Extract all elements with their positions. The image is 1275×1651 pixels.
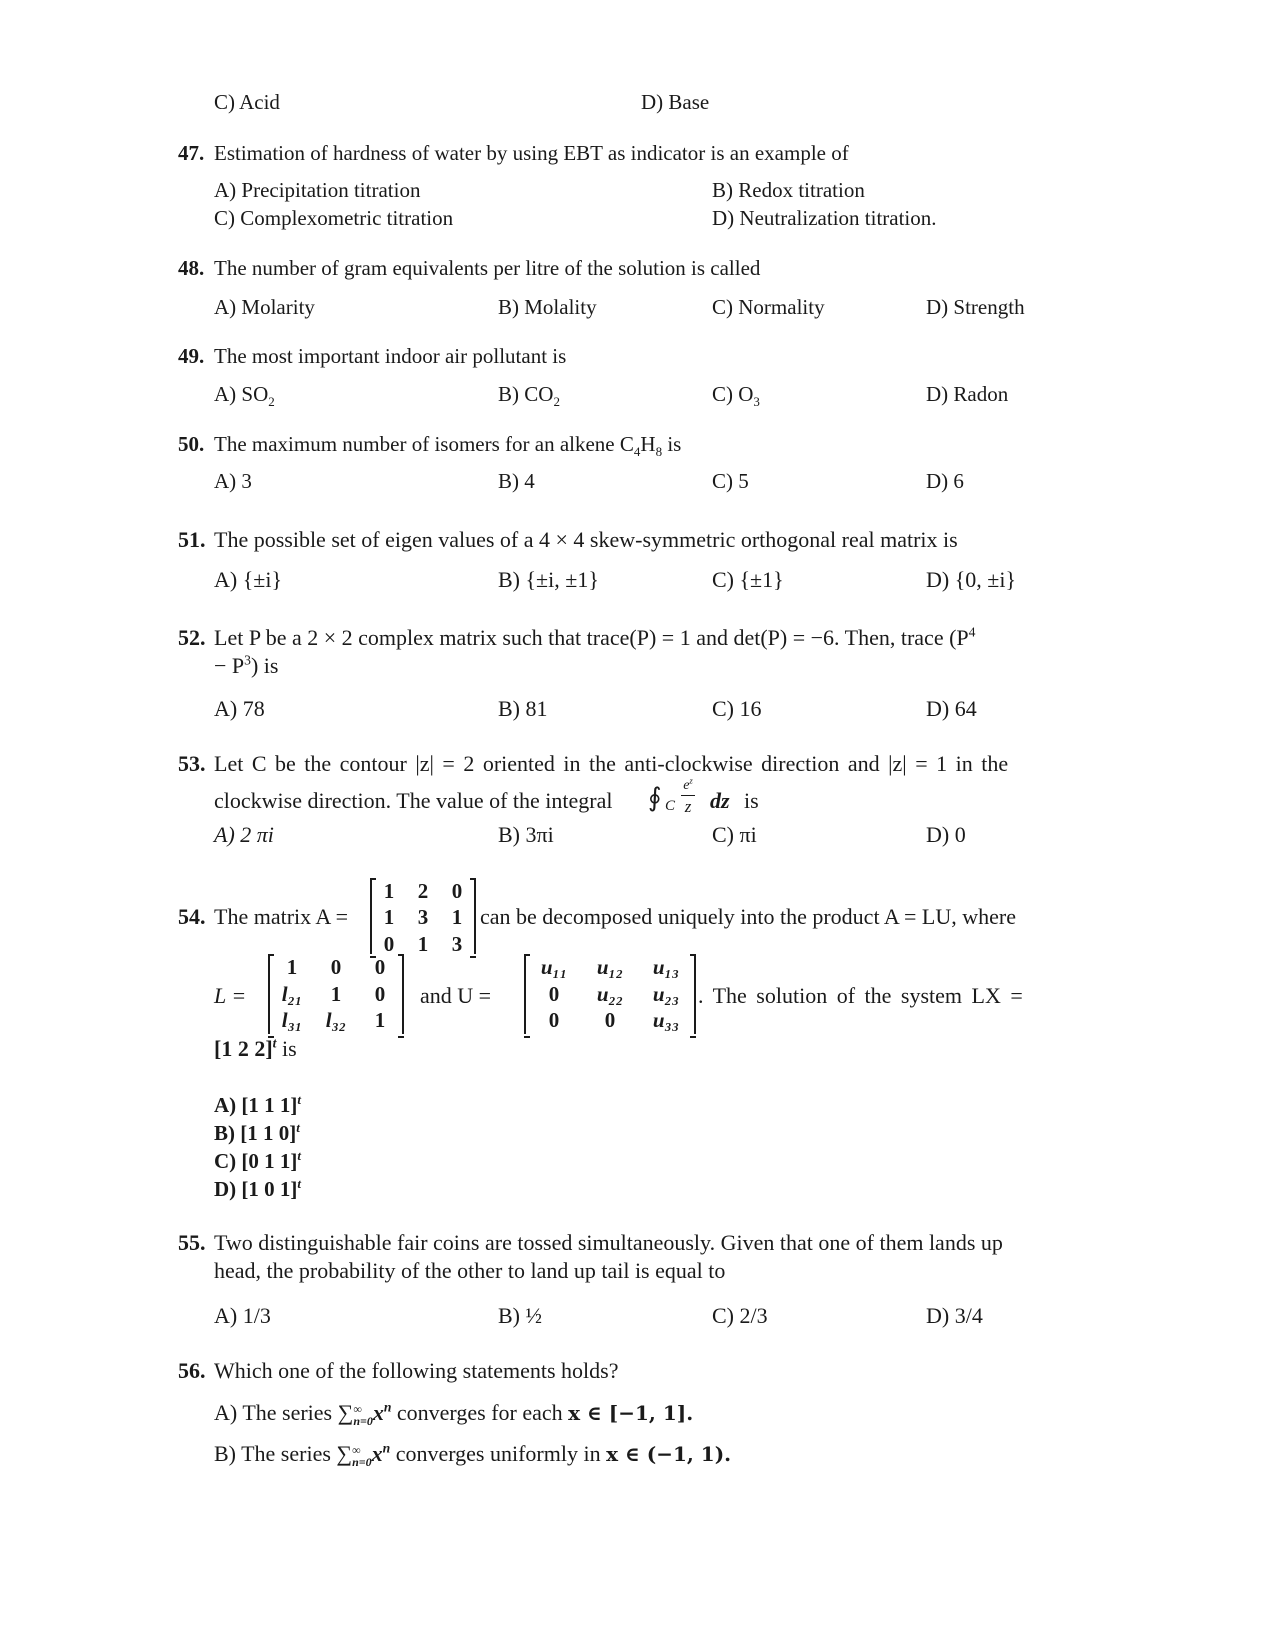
- matrix-l: 1 0 0 l₂₁ 1 0 l₃₁ l₃₂ 1: [268, 954, 404, 1034]
- q51-option-c: C) {±1}: [712, 567, 784, 592]
- q55-number: 55.: [178, 1230, 206, 1255]
- q51-option-b: B) {±i, ±1}: [498, 567, 599, 592]
- q53-line1: Let C be the contour |z| = 2 oriented in the anti-clockwise direction and |z| = 1 in the: [214, 751, 1009, 776]
- q48-option-c: C) Normality: [712, 295, 825, 319]
- q54-option-b: B) [1 1 0]$^t$: [214, 1120, 300, 1145]
- q55-line2: head, the probability of the other to land up tail is equal to: [214, 1258, 726, 1283]
- q54-option-a: A) [1 1 1]$^t$: [214, 1092, 302, 1117]
- q54-number: 54.: [178, 904, 206, 929]
- q52-line1: Let P be a 2 × 2 complex matrix such that trace(P) = 1 and det(P) = −6. Then, trace ($P^4$: [214, 624, 976, 650]
- q54-decomposition-text: can be decomposed uniquely into the product A = LU, where: [480, 904, 1016, 929]
- q54-option-d: D) [1 0 1]$^t$: [214, 1176, 302, 1201]
- q53-option-a: A) 2 πi: [214, 822, 274, 847]
- q53-option-d: D) 0: [926, 822, 966, 847]
- q50-option-b: B) 4: [498, 469, 535, 493]
- q49-option-b: B) $CO_2$: [498, 382, 560, 410]
- q49-text: The most important indoor air pollutant is: [214, 344, 567, 368]
- matrix-u: u₁₁ u₁₂ u₁₃ 0 u₂₂ u₂₃ 0 0 u₃₃: [524, 954, 696, 1034]
- q48-option-b: B) Molality: [498, 295, 597, 319]
- q49-option-c: C) $O_3$: [712, 382, 760, 410]
- q55-line1: Two distinguishable fair coins are tossed simultaneously. Given that one of them lands up: [214, 1230, 1003, 1255]
- q55-option-d: D) 3/4: [926, 1303, 983, 1328]
- q47-option-b: B) Redox titration: [712, 178, 865, 202]
- q48-text: The number of gram equivalents per litre of the solution is called: [214, 256, 761, 280]
- q50-number: 50.: [178, 432, 205, 456]
- q55-option-a: A) 1/3: [214, 1303, 271, 1328]
- q53-option-b: B) 3πi: [498, 822, 554, 847]
- q51-text: The possible set of eigen values of a 4 × 4 skew-symmetric orthogonal real matrix is: [214, 527, 958, 552]
- q47-number: 47.: [178, 141, 205, 165]
- q51-option-d: D) {0, ±i}: [926, 567, 1017, 592]
- q54-system-text: . The solution of the system LX =: [698, 983, 1023, 1008]
- integrand-fraction: $e^z$ z: [681, 779, 695, 815]
- q53-option-c: C) πi: [712, 822, 757, 847]
- q52-option-b: B) 81: [498, 696, 548, 721]
- q54-rhs-vector: [1 2 2]$^t$ is: [214, 1035, 297, 1061]
- q47-text: Estimation of hardness of water by using EBT as indicator is an example of: [214, 141, 849, 165]
- matrix-u-label: and U =: [420, 983, 492, 1008]
- q53-is: is: [744, 788, 759, 813]
- q52-option-d: D) 64: [926, 696, 977, 721]
- q48-option-d: D) Strength: [926, 295, 1025, 319]
- q50-option-a: A) 3: [214, 469, 252, 493]
- q47-option-d: D) Neutralization titration.: [712, 206, 937, 230]
- q50-option-c: C) 5: [712, 469, 749, 493]
- contour-integral-symbol: ∮: [648, 783, 662, 812]
- q49-number: 49.: [178, 344, 205, 368]
- matrix-l-label: L =: [214, 983, 247, 1008]
- q53-number: 53.: [178, 751, 206, 776]
- q54-option-c: C) [0 1 1]$^t$: [214, 1148, 302, 1173]
- q50-option-d: D) 6: [926, 469, 964, 493]
- q52-option-a: A) 78: [214, 696, 265, 721]
- q52-line2: − $P^3$) is: [214, 652, 279, 678]
- q54-intro: The matrix A =: [214, 904, 348, 929]
- q56-text: Which one of the following statements holds?: [214, 1358, 619, 1383]
- q50-text: The maximum number of isomers for an alkene $C_4H_8$ is: [214, 432, 682, 460]
- q48-number: 48.: [178, 256, 205, 280]
- q55-option-b: B) ½: [498, 1303, 542, 1328]
- q48-option-a: A) Molarity: [214, 295, 315, 319]
- q49-option-d: D) Radon: [926, 382, 1009, 406]
- q56-option-a: A) The series ∑ ∞ n=0 $x^n$ converges for each x ∈ [−1, 1].: [214, 1399, 694, 1428]
- q52-number: 52.: [178, 625, 206, 650]
- q51-number: 51.: [178, 527, 206, 552]
- matrix-a: 1 2 0 1 3 1 0 1 3: [370, 878, 476, 954]
- q52-option-c: C) 16: [712, 696, 762, 721]
- integral-subscript: C: [665, 798, 676, 814]
- q56-number: 56.: [178, 1358, 206, 1383]
- q53-line2: clockwise direction. The value of the integral: [214, 788, 613, 813]
- q55-option-c: C) 2/3: [712, 1303, 768, 1328]
- q46-option-d: D) Base: [641, 90, 710, 114]
- q46-option-c: C) Acid: [214, 90, 280, 114]
- q47-option-c: C) Complexometric titration: [214, 206, 454, 230]
- q56-option-b: B) The series ∑ ∞ n=0 $x^n$ converges uniformly in x ∈ (−1, 1).: [214, 1440, 732, 1469]
- q53-dz: dz: [710, 788, 730, 813]
- q47-option-a: A) Precipitation titration: [214, 178, 421, 202]
- q49-option-a: A) $SO_2$: [214, 382, 275, 410]
- q51-option-a: A) {±i}: [214, 567, 283, 592]
